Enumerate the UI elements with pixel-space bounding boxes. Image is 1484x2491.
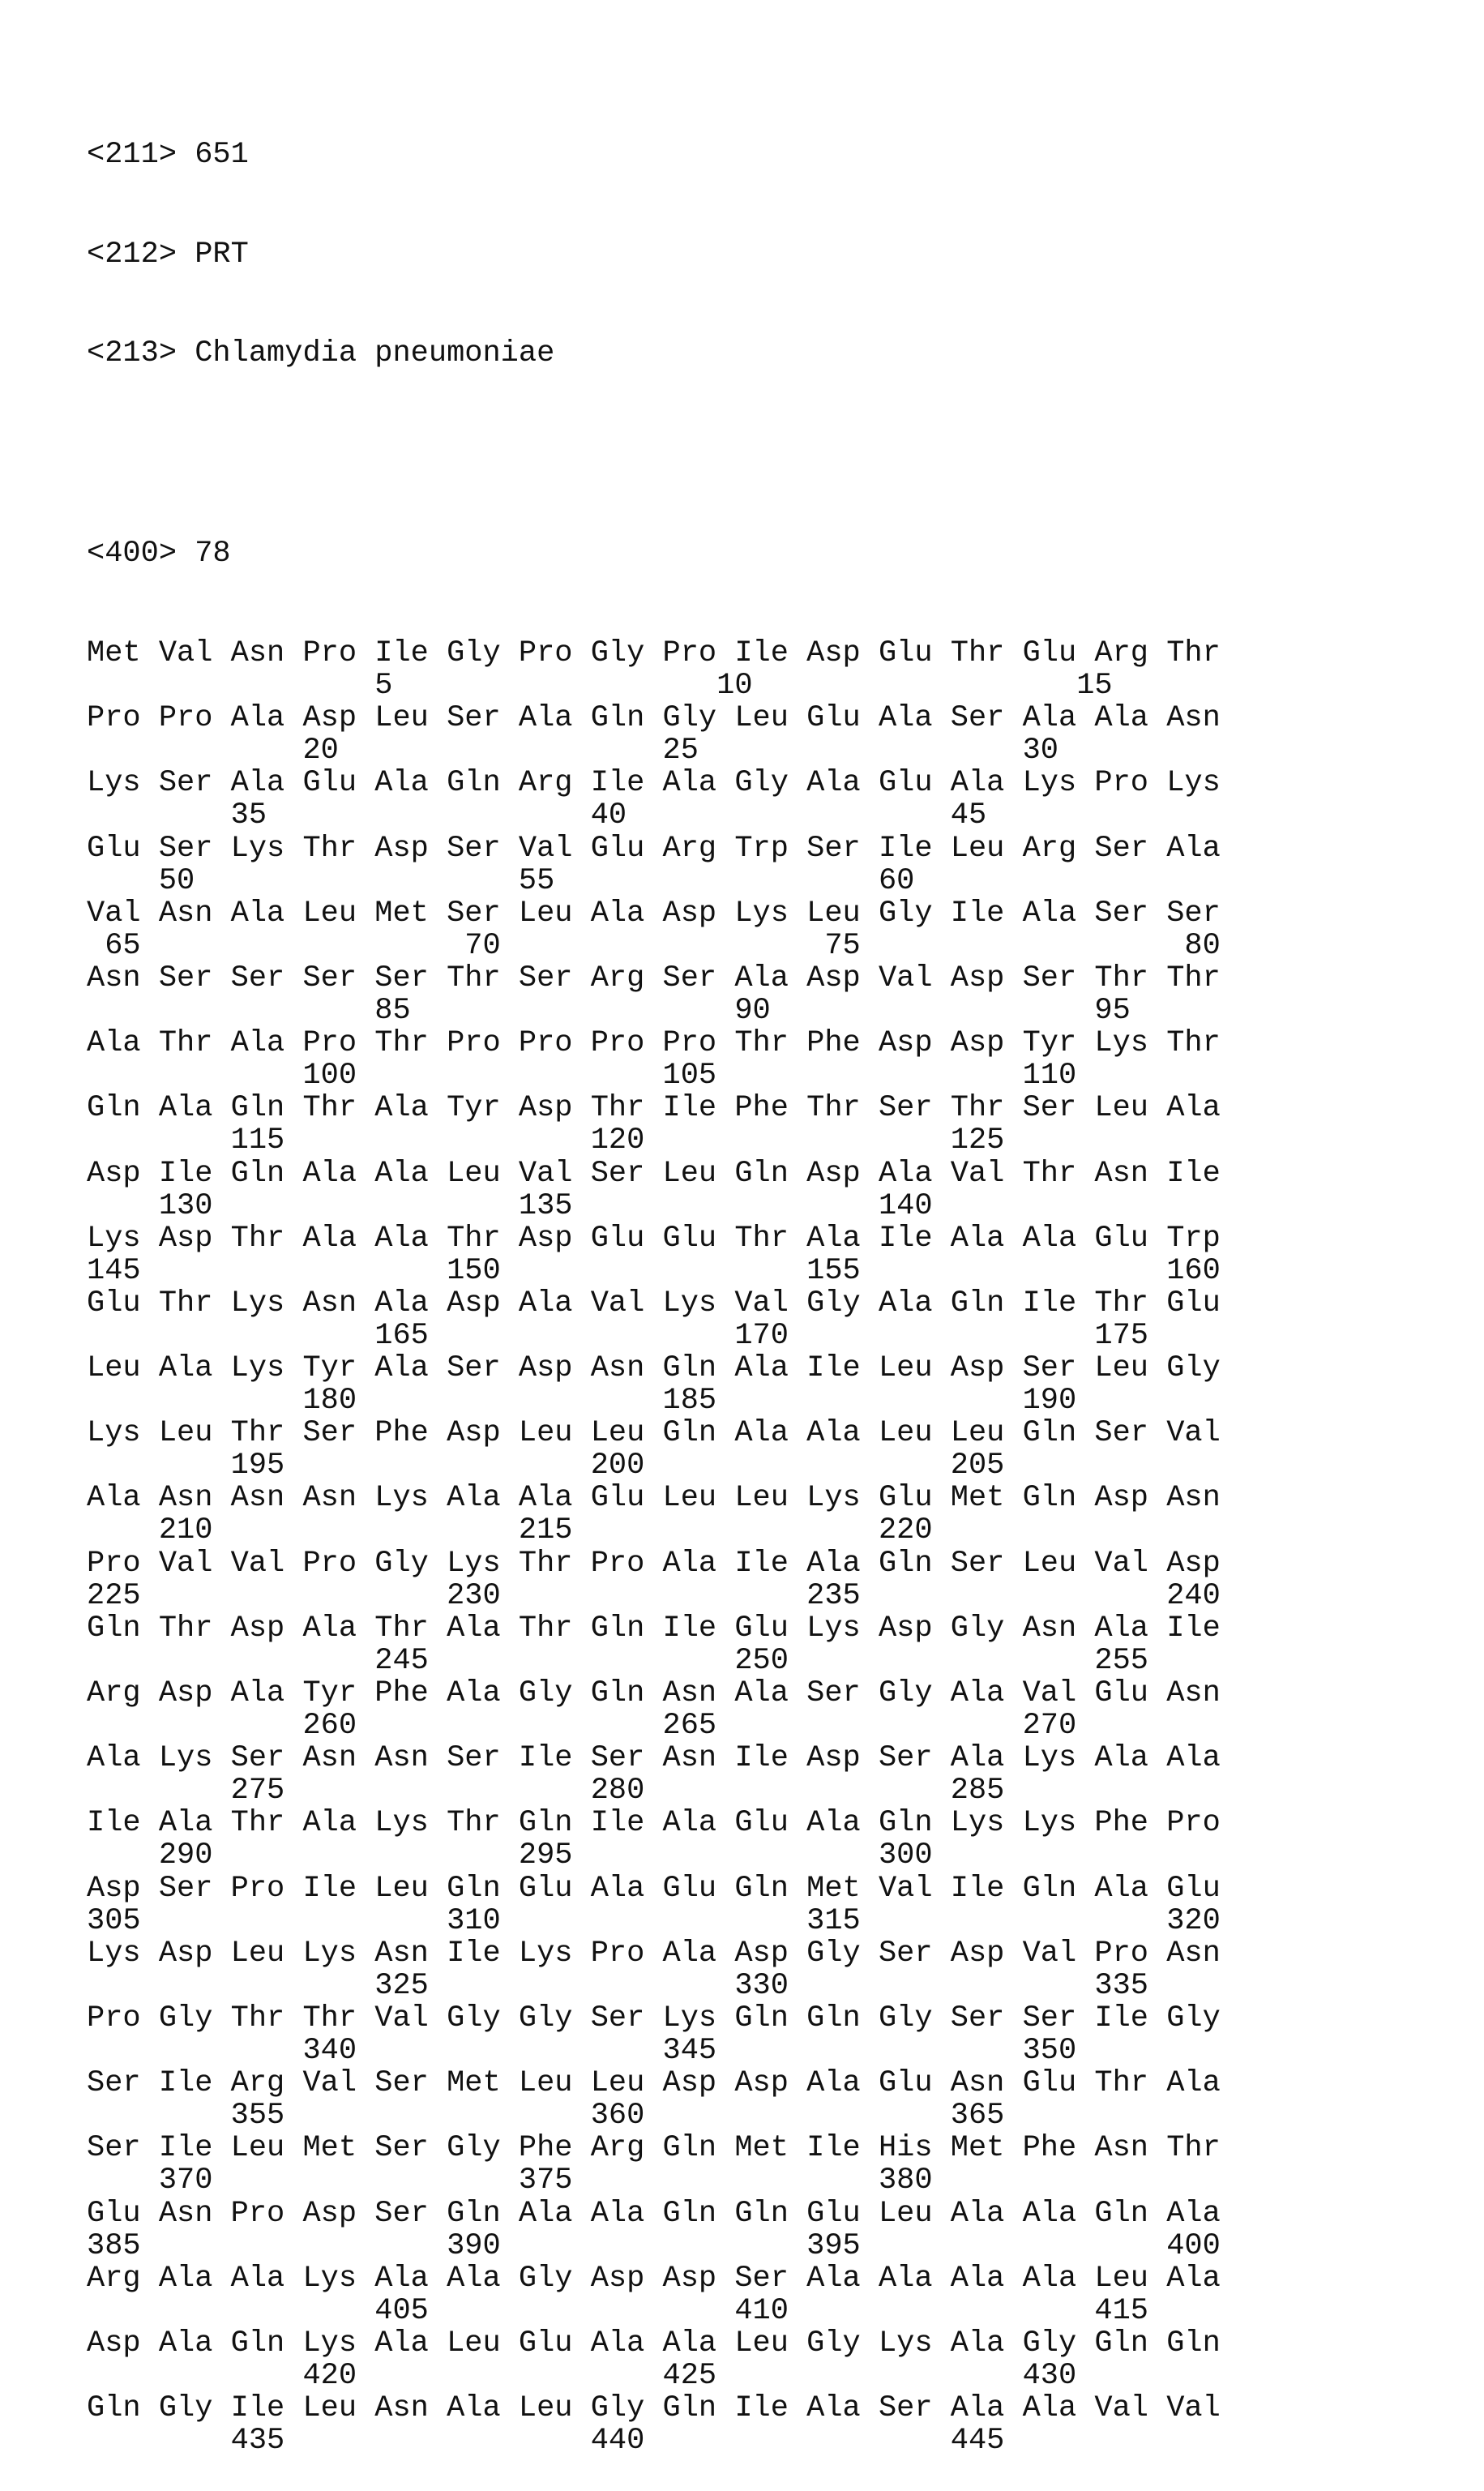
residue-line: Lys Leu Thr Ser Phe Asp Leu Leu Gln Ala Ala Leu Leu Gln Ser Val bbox=[87, 1416, 1221, 1451]
position-numbers: 100 105 110 bbox=[87, 1059, 1077, 1094]
position-numbers: 370 375 380 bbox=[87, 2164, 933, 2198]
residue-line: Asp Ser Pro Ile Leu Gln Glu Ala Glu Gln Met Val Ile Gln Ala Glu bbox=[87, 1871, 1221, 1906]
residue-line: Lys Asp Thr Ala Ala Thr Asp Glu Glu Thr Ala Ile Ala Ala Glu Trp bbox=[87, 1221, 1221, 1256]
residue-line: Pro Pro Ala Asp Leu Ser Ala Gln Gly Leu Glu Ala Ser Ala Ala Asn bbox=[87, 701, 1221, 736]
spacer bbox=[87, 438, 1221, 470]
position-numbers: 435 440 445 bbox=[87, 2424, 1005, 2459]
position-numbers: 340 345 350 bbox=[87, 2033, 1077, 2068]
residue-line: Lys Asp Leu Lys Asn Ile Lys Pro Ala Asp Gly Ser Asp Val Pro Asn bbox=[87, 1936, 1221, 1971]
position-numbers: 85 90 95 bbox=[87, 993, 1131, 1028]
position-numbers: 180 185 190 bbox=[87, 1384, 1077, 1419]
position-numbers: 325 330 335 bbox=[87, 1968, 1149, 2003]
residue-line: Arg Asp Ala Tyr Phe Ala Gly Gln Asn Ala Ser Gly Ala Val Glu Asn bbox=[87, 1676, 1221, 1710]
position-numbers: 225 230 235 240 bbox=[87, 1578, 1221, 1613]
sequence-rows bbox=[87, 637, 1221, 2457]
position-numbers: 195 200 205 bbox=[87, 1449, 1005, 1483]
position-numbers: 405 410 415 bbox=[87, 2293, 1149, 2328]
position-numbers: 165 170 175 bbox=[87, 1318, 1149, 1353]
position-numbers: 5 10 15 bbox=[87, 669, 1113, 703]
position-numbers: 145 150 155 160 bbox=[87, 1253, 1221, 1288]
residue-line: Met Val Asn Pro Ile Gly Pro Gly Pro Ile Asp Glu Thr Glu Arg Thr bbox=[87, 636, 1221, 670]
position-numbers: 420 425 430 bbox=[87, 2358, 1077, 2393]
sequence-listing bbox=[87, 71, 1221, 2491]
position-numbers: 305 310 315 320 bbox=[87, 1903, 1221, 1938]
organism-field: <213> Chlamydia pneumoniae bbox=[87, 336, 555, 370]
residue-line: Ala Asn Asn Asn Lys Ala Ala Glu Leu Leu Lys Glu Met Gln Asp Asn bbox=[87, 1481, 1221, 1516]
position-numbers: 50 55 60 bbox=[87, 863, 915, 898]
position-numbers: 355 360 365 bbox=[87, 2099, 1005, 2134]
residue-line: Lys Ser Ala Glu Ala Gln Arg Ile Ala Gly Ala Glu Ala Lys Pro Lys bbox=[87, 766, 1221, 801]
residue-line: Val Asn Ala Leu Met Ser Leu Ala Asp Lys Leu Gly Ile Ala Ser Ser bbox=[87, 896, 1221, 931]
position-numbers: 275 280 285 bbox=[87, 1774, 1005, 1808]
residue-line: Asp Ile Gln Ala Ala Leu Val Ser Leu Gln Asp Ala Val Thr Asn Ile bbox=[87, 1156, 1221, 1191]
residue-line: Pro Val Val Pro Gly Lys Thr Pro Ala Ile Ala Gln Ser Leu Val Asp bbox=[87, 1546, 1221, 1581]
type-field: <212> PRT bbox=[87, 237, 249, 272]
residue-line: Glu Ser Lys Thr Asp Ser Val Glu Arg Trp Ser Ile Leu Arg Ser Ala bbox=[87, 831, 1221, 866]
position-numbers: 245 250 255 bbox=[87, 1643, 1149, 1678]
position-numbers: 210 215 220 bbox=[87, 1513, 933, 1548]
residue-line: Gln Ala Gln Thr Ala Tyr Asp Thr Ile Phe Thr Ser Thr Ser Leu Ala bbox=[87, 1091, 1221, 1126]
residue-line: Gln Thr Asp Ala Thr Ala Thr Gln Ile Glu Lys Asp Gly Asn Ala Ile bbox=[87, 1611, 1221, 1646]
position-numbers: 115 120 125 bbox=[87, 1124, 1005, 1158]
position-numbers: 260 265 270 bbox=[87, 1709, 1077, 1743]
position-numbers: 35 40 45 bbox=[87, 798, 987, 833]
position-numbers: 65 70 75 80 bbox=[87, 928, 1221, 963]
residue-line: Pro Gly Thr Thr Val Gly Gly Ser Lys Gln Gln Gly Ser Ser Ile Gly bbox=[87, 2001, 1221, 2035]
residue-line: Arg Ala Ala Lys Ala Ala Gly Asp Asp Ser Ala Ala Ala Ala Leu Ala bbox=[87, 2261, 1221, 2296]
residue-line: Asn Ser Ser Ser Ser Thr Ser Arg Ser Ala Asp Val Asp Ser Thr Thr bbox=[87, 961, 1221, 995]
residue-line: Ala Lys Ser Asn Asn Ser Ile Ser Asn Ile Asp Ser Ala Lys Ala Ala bbox=[87, 1741, 1221, 1776]
residue-line: Glu Asn Pro Asp Ser Gln Ala Ala Gln Gln Glu Leu Ala Ala Gln Ala bbox=[87, 2196, 1221, 2231]
residue-line: Asp Ala Gln Lys Ala Leu Glu Ala Ala Leu Gly Lys Ala Gly Gln Gln bbox=[87, 2326, 1221, 2360]
residue-line: Ser Ile Leu Met Ser Gly Phe Arg Gln Met Ile His Met Phe Asn Thr bbox=[87, 2131, 1221, 2166]
residue-line: Ser Ile Arg Val Ser Met Leu Leu Asp Asp Ala Glu Asn Glu Thr Ala bbox=[87, 2066, 1221, 2101]
sequence-id-field: <400> 78 bbox=[87, 536, 231, 571]
position-numbers: 290 295 300 bbox=[87, 1838, 933, 1873]
residue-line: Ala Thr Ala Pro Thr Pro Pro Pro Pro Thr Phe Asp Asp Tyr Lys Thr bbox=[87, 1026, 1221, 1061]
residue-line: Leu Ala Lys Tyr Ala Ser Asp Asn Gln Ala Ile Leu Asp Ser Leu Gly bbox=[87, 1351, 1221, 1386]
residue-line: Gln Gly Ile Leu Asn Ala Leu Gly Gln Ile Ala Ser Ala Ala Val Val bbox=[87, 2391, 1221, 2426]
length-field: <211> 651 bbox=[87, 138, 249, 172]
position-numbers: 385 390 395 400 bbox=[87, 2228, 1221, 2263]
residue-line: Glu Thr Lys Asn Ala Asp Ala Val Lys Val Gly Ala Gln Ile Thr Glu bbox=[87, 1286, 1221, 1320]
position-numbers: 20 25 30 bbox=[87, 734, 1058, 768]
residue-line: Ile Ala Thr Ala Lys Thr Gln Ile Ala Glu Ala Gln Lys Lys Phe Pro bbox=[87, 1806, 1221, 1841]
position-numbers: 130 135 140 bbox=[87, 1188, 933, 1223]
